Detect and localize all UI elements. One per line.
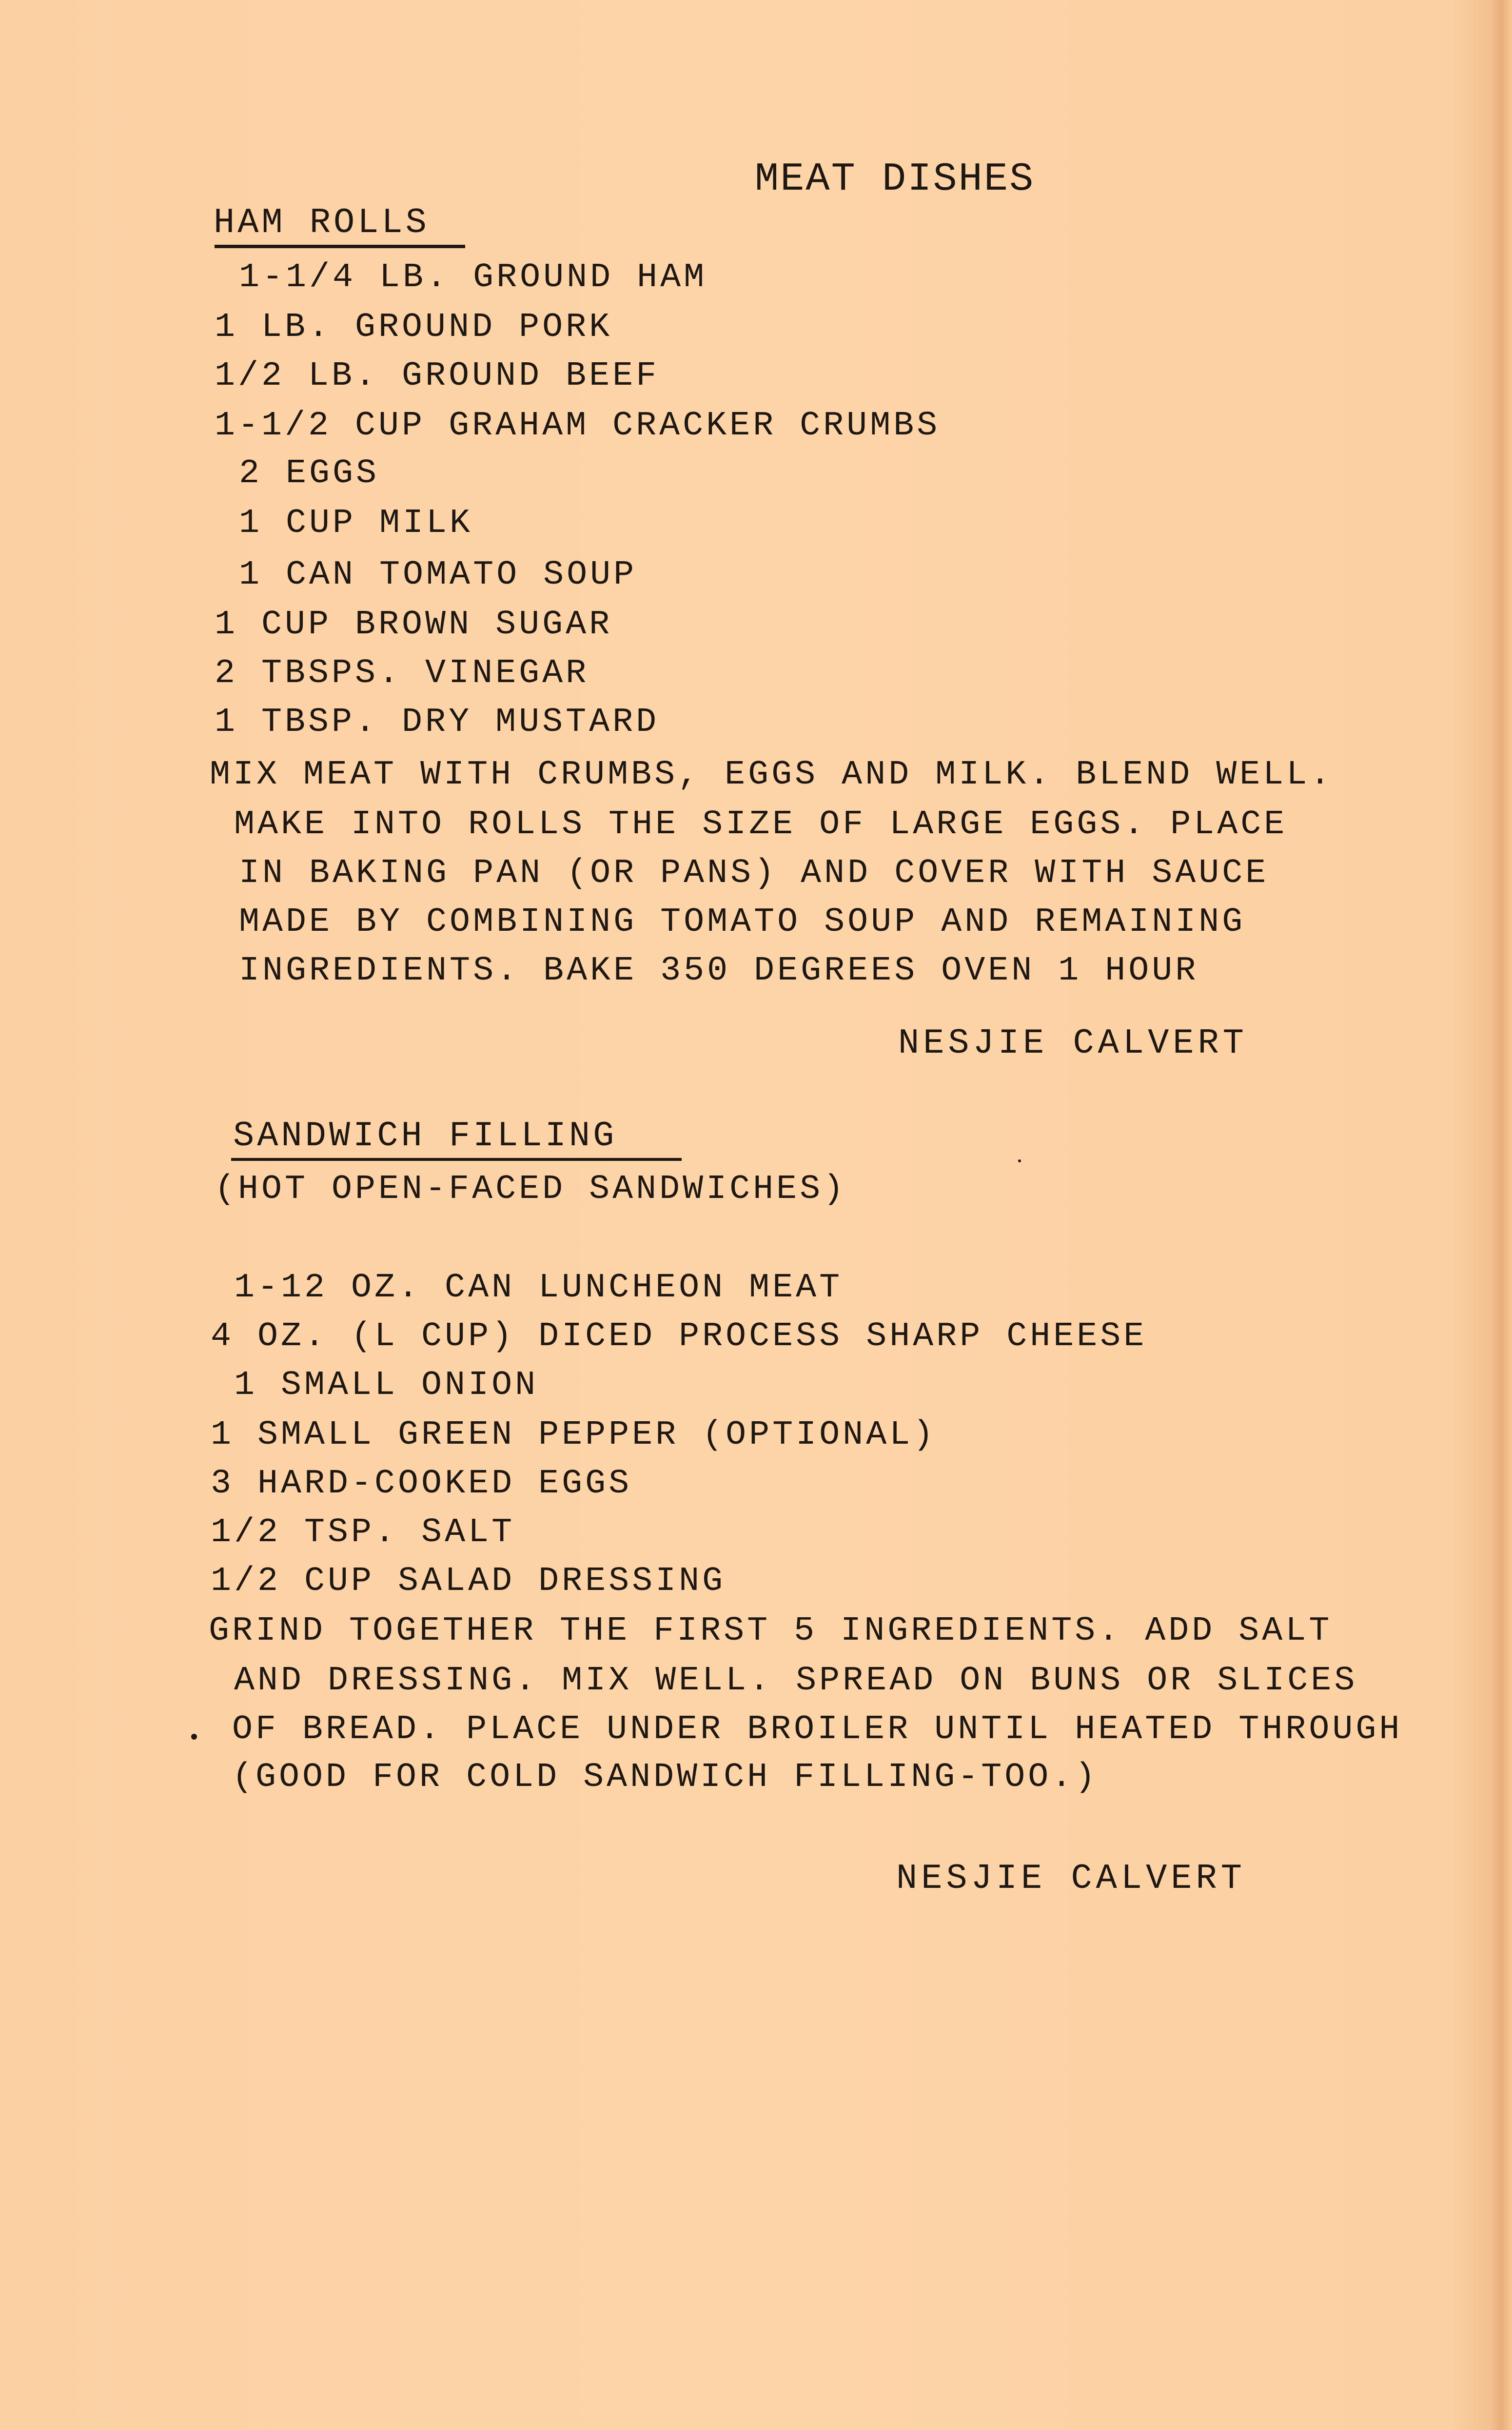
ingredient-line: 2 TBSPS. VINEGAR — [215, 654, 589, 693]
page-title: MEAT DISHES — [755, 157, 1035, 202]
sandwich-filling-author: NESJIE CALVERT — [896, 1859, 1246, 1899]
direction-line: MAKE INTO ROLLS THE SIZE OF LARGE EGGS. PLACE — [234, 805, 1288, 844]
direction-line: (GOOD FOR COLD SANDWICH FILLING-TOO.) — [232, 1758, 1099, 1797]
ink-speck — [1018, 1159, 1021, 1162]
ingredient-line: 1-12 OZ. CAN LUNCHEON MEAT — [234, 1269, 843, 1307]
ingredient-line: 1/2 TSP. SALT — [211, 1513, 515, 1552]
direction-line: GRIND TOGETHER THE FIRST 5 INGREDIENTS. ADD SALT — [209, 1612, 1333, 1650]
ingredient-line: 1 SMALL ONION — [234, 1366, 539, 1405]
ham-rolls-heading: HAM ROLLS — [214, 203, 430, 243]
sandwich-filling-underline — [231, 1158, 682, 1161]
ham-rolls-author: NESJIE CALVERT — [898, 1023, 1248, 1063]
ingredient-line: 1 SMALL GREEN PEPPER (OPTIONAL) — [211, 1416, 937, 1454]
ingredient-line: 1 CUP MILK — [239, 504, 473, 543]
ingredient-line: 1/2 CUP SALAD DRESSING — [211, 1562, 726, 1601]
ingredient-line: 1-1/4 LB. GROUND HAM — [239, 258, 707, 297]
ingredient-line: 1 CAN TOMATO SOUP — [239, 556, 637, 594]
ingredient-line: 2 EGGS — [239, 454, 380, 493]
ham-rolls-underline — [215, 245, 465, 248]
ingredient-line: 1 TBSP. DRY MUSTARD — [215, 703, 660, 742]
ingredient-line: 1-1/2 CUP GRAHAM CRACKER CRUMBS — [215, 407, 941, 445]
direction-line: AND DRESSING. MIX WELL. SPREAD ON BUNS OR SLICES — [234, 1662, 1358, 1700]
direction-line: INGREDIENTS. BAKE 350 DEGREES OVEN 1 HOUR — [239, 952, 1199, 990]
direction-line: MADE BY COMBINING TOMATO SOUP AND REMAINING — [239, 903, 1246, 941]
ingredient-line: 4 OZ. (L CUP) DICED PROCESS SHARP CHEESE — [211, 1317, 1147, 1356]
direction-line: MIX MEAT WITH CRUMBS, EGGS AND MILK. BLEND WELL. — [210, 756, 1334, 794]
ingredient-line: 3 HARD-COOKED EGGS — [211, 1465, 632, 1503]
direction-line: OF BREAD. PLACE UNDER BROILER UNTIL HEATED THROUGH — [232, 1710, 1403, 1749]
ink-speck — [191, 1734, 197, 1740]
ingredient-line: 1 CUP BROWN SUGAR — [215, 606, 613, 644]
ingredient-line: 1 LB. GROUND PORK — [215, 308, 613, 347]
direction-line: IN BAKING PAN (OR PANS) AND COVER WITH SAUCE — [239, 854, 1269, 893]
sandwich-filling-heading: SANDWICH FILLING — [233, 1116, 617, 1156]
sandwich-filling-subheading: (HOT OPEN-FACED SANDWICHES) — [215, 1170, 847, 1209]
ingredient-line: 1/2 LB. GROUND BEEF — [215, 357, 660, 395]
